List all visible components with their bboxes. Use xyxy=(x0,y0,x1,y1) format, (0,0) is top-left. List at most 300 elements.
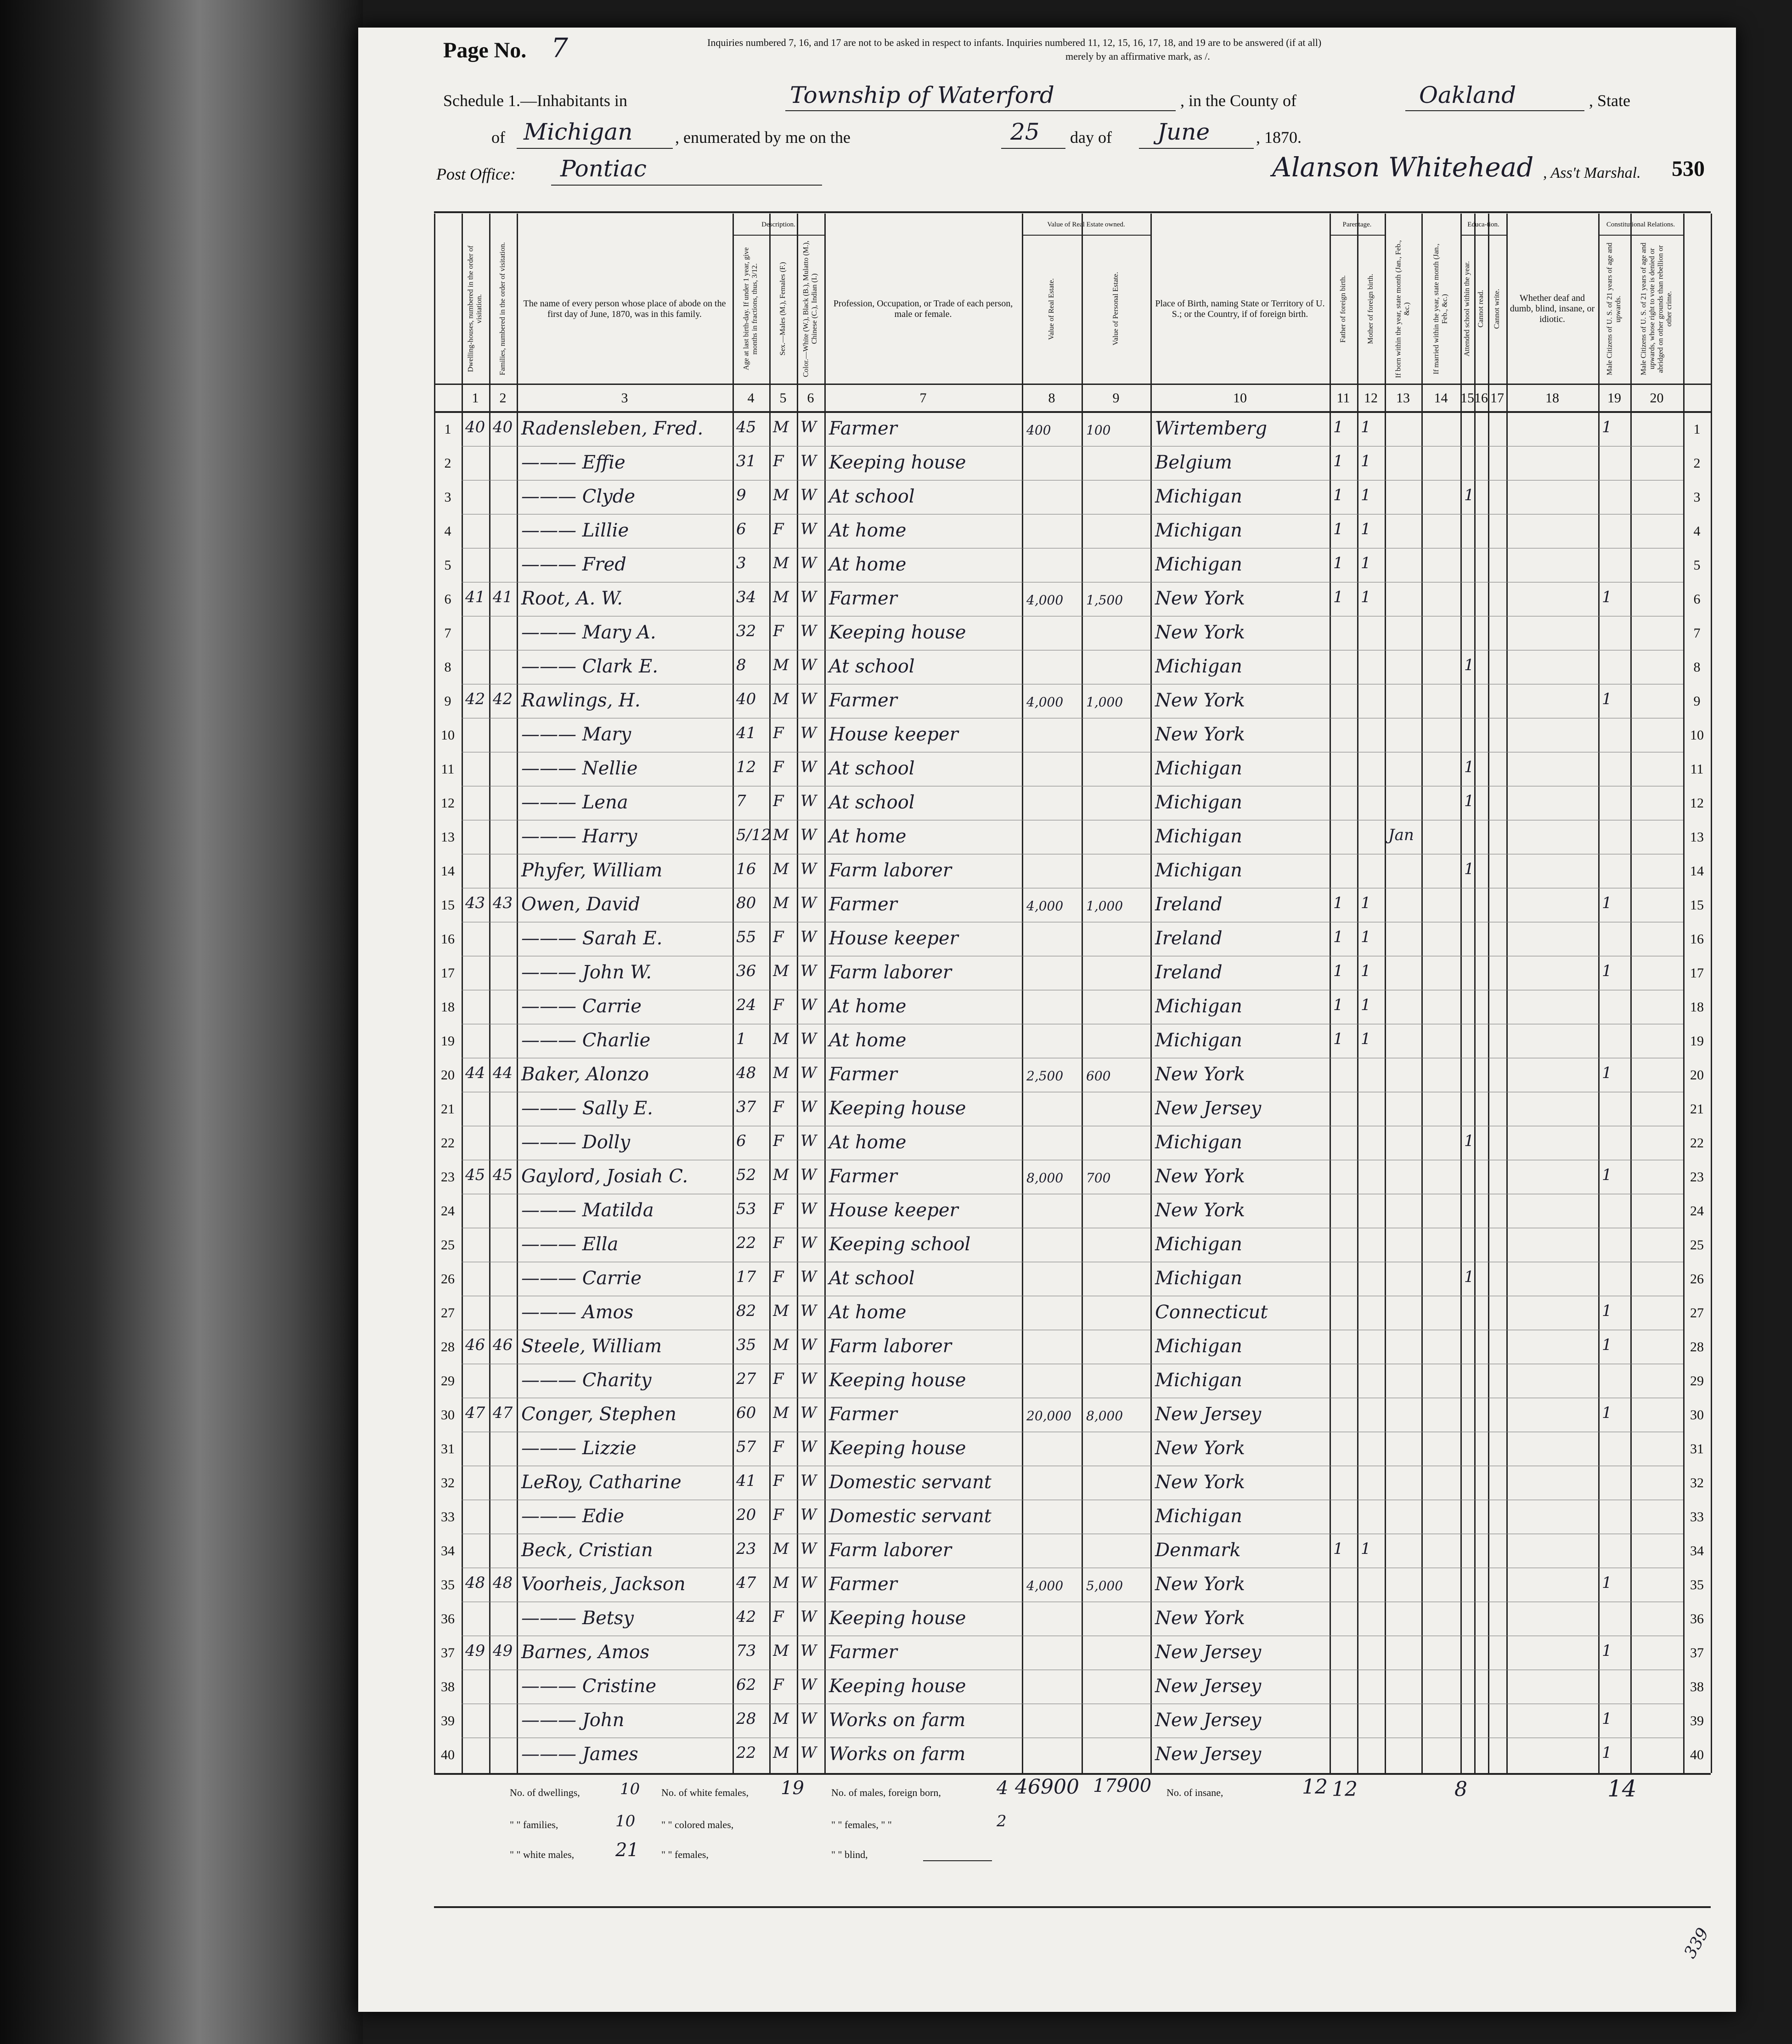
row-number: 39 xyxy=(1690,1713,1704,1728)
sex: F xyxy=(773,792,784,810)
birthplace: Ireland xyxy=(1155,962,1223,983)
row-number: 18 xyxy=(441,999,455,1015)
personal-estate-value: 1,000 xyxy=(1086,695,1123,710)
dwelling-number: 43 xyxy=(465,894,485,912)
age: 35 xyxy=(736,1336,756,1354)
person-name: Phyfer, William xyxy=(521,860,663,881)
male-citizen-mark: 1 xyxy=(1602,1064,1612,1082)
person-name: ——— Amos xyxy=(521,1302,634,1323)
color: W xyxy=(800,452,817,470)
row-number: 21 xyxy=(441,1101,455,1117)
corner-note: 339 xyxy=(1680,1925,1713,1962)
row-number: 9 xyxy=(444,694,451,709)
row-number: 36 xyxy=(441,1611,455,1626)
enumerated-label: , enumerated by me on the xyxy=(675,128,851,147)
footer-total-personal-estate: 17900 xyxy=(1093,1775,1152,1796)
person-name: ——— Lizzie xyxy=(521,1438,637,1459)
occupation: Farmer xyxy=(829,1404,897,1425)
sex: F xyxy=(773,452,784,470)
footer-dwellings: 10 xyxy=(620,1780,640,1798)
male-citizen-mark: 1 xyxy=(1602,588,1612,606)
row-number: 24 xyxy=(441,1203,455,1219)
row-number: 3 xyxy=(1693,490,1701,505)
row-number: 26 xyxy=(1690,1271,1704,1287)
age: 57 xyxy=(736,1438,756,1456)
sex: F xyxy=(773,1268,784,1286)
column-number-11: 11 xyxy=(1336,390,1350,406)
attended-school-mark: 1 xyxy=(1464,792,1474,810)
state-label: , State xyxy=(1589,91,1630,110)
person-name: ——— John xyxy=(521,1710,625,1731)
male-citizen-mark: 1 xyxy=(1602,894,1612,912)
person-name: ——— Betsy xyxy=(521,1608,634,1629)
column-header-18: Whether deaf and dumb, blind, insane, or idiotic. xyxy=(1510,293,1595,324)
column-header-7: Profession, Occupation, or Trade of each person, male or female. xyxy=(833,298,1013,319)
real-estate-value: 400 xyxy=(1026,423,1051,438)
person-name: ——— Carrie xyxy=(521,1268,642,1289)
occupation: Keeping house xyxy=(829,1438,966,1459)
row-number: 35 xyxy=(1690,1577,1704,1592)
birthplace: New York xyxy=(1155,622,1245,643)
page-number: 7 xyxy=(551,32,568,63)
footer-total-col19: 14 xyxy=(1607,1775,1637,1802)
person-name: Voorheis, Jackson xyxy=(521,1574,686,1595)
row-number: 17 xyxy=(1690,966,1704,981)
column-header-11: Father of foreign birth. xyxy=(1339,275,1347,343)
person-name: ——— Mary A. xyxy=(521,622,656,643)
assistant-marshal-signature: Alanson Whitehead xyxy=(1272,152,1534,183)
row-number: 20 xyxy=(441,1067,455,1083)
male-citizen-mark: 1 xyxy=(1602,1302,1612,1320)
row-number: 14 xyxy=(441,864,455,879)
row-number: 31 xyxy=(1690,1441,1704,1457)
person-name: ——— Ella xyxy=(521,1234,619,1255)
footer-total-col12: 12 xyxy=(1332,1778,1358,1801)
color: W xyxy=(800,1472,817,1490)
row-number: 40 xyxy=(1690,1747,1704,1762)
footer-families: 10 xyxy=(615,1812,636,1830)
footer-families-label: " " families, xyxy=(510,1819,558,1830)
row-number: 22 xyxy=(441,1135,455,1151)
color: W xyxy=(800,1166,817,1184)
occupation: At home xyxy=(829,826,907,847)
mother-foreign-mark: 1 xyxy=(1361,962,1371,980)
occupation: Keeping house xyxy=(829,1098,966,1119)
color: W xyxy=(800,1098,817,1116)
age: 16 xyxy=(736,860,756,878)
person-name: ——— Charlie xyxy=(521,1030,651,1051)
sex: M xyxy=(773,1064,789,1082)
color: W xyxy=(800,1302,817,1320)
personal-estate-value: 1,500 xyxy=(1086,593,1123,608)
attended-school-mark: 1 xyxy=(1464,656,1474,674)
mother-foreign-mark: 1 xyxy=(1361,418,1371,436)
age: 42 xyxy=(736,1608,756,1626)
occupation: Works on farm xyxy=(829,1710,966,1731)
column-number-1: 1 xyxy=(472,390,479,406)
column-header-13: If born within the year, state month (Jan., Feb., &c.) xyxy=(1394,240,1411,378)
birthplace: Denmark xyxy=(1155,1540,1241,1561)
occupation: Farmer xyxy=(829,1166,897,1187)
birthplace: Connecticut xyxy=(1155,1302,1268,1323)
row-number: 27 xyxy=(1690,1305,1704,1321)
sex: F xyxy=(773,520,784,538)
age: 22 xyxy=(736,1234,756,1252)
column-header-4: Age at last birth-day. If under 1 year, give months in fractions, thus, 3/12. xyxy=(742,247,759,371)
sex: M xyxy=(773,690,789,708)
birthplace: Michigan xyxy=(1155,792,1242,813)
age: 23 xyxy=(736,1540,756,1558)
birthplace: New York xyxy=(1155,724,1245,745)
person-name: ——— Clark E. xyxy=(521,656,658,677)
footer-foreign-females: 2 xyxy=(997,1812,1007,1830)
person-name: Gaylord, Josiah C. xyxy=(521,1166,688,1187)
row-number: 16 xyxy=(441,932,455,947)
male-citizen-mark: 1 xyxy=(1602,1642,1612,1660)
color: W xyxy=(800,1574,817,1592)
occupation: Domestic servant xyxy=(829,1506,992,1527)
sex: F xyxy=(773,1608,784,1626)
occupation: Farmer xyxy=(829,1064,897,1085)
row-number: 3 xyxy=(444,490,451,505)
color: W xyxy=(800,1710,817,1728)
column-header-14: If married within the year, state month (Jan., Feb., &c.) xyxy=(1432,243,1449,374)
footer-total-real-estate: 46900 xyxy=(1015,1775,1079,1799)
row-number: 21 xyxy=(1690,1101,1704,1117)
birthplace: Michigan xyxy=(1155,826,1242,847)
birthplace: Michigan xyxy=(1155,1268,1242,1289)
person-name: ——— Fred xyxy=(521,554,626,575)
age: 28 xyxy=(736,1710,756,1728)
age: 7 xyxy=(736,792,746,810)
occupation: Keeping house xyxy=(829,1608,966,1629)
column-number-4: 4 xyxy=(747,390,755,406)
birthplace: New Jersey xyxy=(1155,1098,1262,1119)
row-number: 39 xyxy=(441,1713,455,1728)
person-name: ——— Carrie xyxy=(521,996,642,1017)
attended-school-mark: 1 xyxy=(1464,1268,1474,1286)
sex: F xyxy=(773,996,784,1014)
person-name: ——— Clyde xyxy=(521,486,635,507)
sex: F xyxy=(773,1200,784,1218)
person-name: ——— Harry xyxy=(521,826,637,847)
birthplace: Belgium xyxy=(1155,452,1232,473)
family-number: 45 xyxy=(493,1166,513,1184)
occupation: Keeping house xyxy=(829,1370,966,1391)
column-number-2: 2 xyxy=(499,390,507,406)
male-citizen-mark: 1 xyxy=(1602,962,1612,980)
row-number: 37 xyxy=(1690,1645,1704,1660)
real-estate-value: 8,000 xyxy=(1026,1170,1064,1186)
column-number-5: 5 xyxy=(779,390,787,406)
row-number: 29 xyxy=(1690,1373,1704,1389)
occupation: At home xyxy=(829,1132,907,1153)
color: W xyxy=(800,962,817,980)
occupation: At school xyxy=(829,792,915,813)
age: 82 xyxy=(736,1302,756,1320)
row-number: 38 xyxy=(441,1679,455,1694)
birthplace: Michigan xyxy=(1155,1506,1242,1527)
real-estate-value: 4,000 xyxy=(1026,593,1064,608)
mother-foreign-mark: 1 xyxy=(1361,588,1371,606)
color: W xyxy=(800,656,817,674)
age: 1 xyxy=(736,1030,746,1048)
row-number: 25 xyxy=(1690,1237,1704,1253)
age: 31 xyxy=(736,452,756,470)
sex: F xyxy=(773,1438,784,1456)
row-number: 19 xyxy=(441,1033,455,1049)
birthplace: New York xyxy=(1155,690,1245,711)
birthplace: New York xyxy=(1155,1608,1245,1629)
sex: F xyxy=(773,1472,784,1490)
row-number: 4 xyxy=(1693,524,1701,539)
color: W xyxy=(800,1506,817,1524)
age: 22 xyxy=(736,1744,756,1762)
dwelling-number: 41 xyxy=(465,588,485,606)
person-name: Beck, Cristian xyxy=(521,1540,653,1561)
sex: F xyxy=(773,1676,784,1694)
person-name: Rawlings, H. xyxy=(521,690,641,711)
color: W xyxy=(800,1676,817,1694)
person-name: ——— Cristine xyxy=(521,1676,657,1697)
person-name: ——— Nellie xyxy=(521,758,638,779)
sex: M xyxy=(773,1574,789,1592)
group-header-education: Educa-tion. xyxy=(1467,221,1499,229)
personal-estate-value: 700 xyxy=(1086,1170,1111,1186)
sex: M xyxy=(773,962,789,980)
color: W xyxy=(800,928,817,946)
sex: M xyxy=(773,656,789,674)
group-header-constitutional: Constitutional Relations. xyxy=(1606,221,1675,229)
birthplace: Michigan xyxy=(1155,1132,1242,1153)
person-name: ——— Effie xyxy=(521,452,626,473)
mother-foreign-mark: 1 xyxy=(1361,486,1371,504)
age: 12 xyxy=(736,758,756,776)
column-number-12: 12 xyxy=(1364,390,1378,406)
family-number: 40 xyxy=(493,418,513,436)
state: Michigan xyxy=(524,119,633,145)
family-number: 46 xyxy=(493,1336,513,1354)
color: W xyxy=(800,622,817,640)
birthplace: New York xyxy=(1155,1574,1245,1595)
color: W xyxy=(800,1642,817,1660)
person-name: ——— Mary xyxy=(521,724,631,745)
birthplace: New Jersey xyxy=(1155,1676,1262,1697)
real-estate-value: 4,000 xyxy=(1026,1578,1064,1593)
column-header-19: Male Citizens of U. S. of 21 years of age and upwards. xyxy=(1606,243,1622,375)
personal-estate-value: 1,000 xyxy=(1086,898,1123,914)
birthplace: New York xyxy=(1155,1200,1245,1221)
row-number: 30 xyxy=(1690,1407,1704,1423)
sex: F xyxy=(773,1132,784,1150)
age: 52 xyxy=(736,1166,756,1184)
age: 62 xyxy=(736,1676,756,1694)
column-header-12: Mother of foreign birth. xyxy=(1366,274,1375,344)
color: W xyxy=(800,1370,817,1388)
male-citizen-mark: 1 xyxy=(1602,690,1612,708)
male-citizen-mark: 1 xyxy=(1602,1166,1612,1184)
row-number: 13 xyxy=(1690,830,1704,845)
occupation: At school xyxy=(829,1268,915,1289)
color: W xyxy=(800,1132,817,1150)
birthplace: New York xyxy=(1155,1064,1245,1085)
row-number: 29 xyxy=(441,1373,455,1389)
person-name: ——— Edie xyxy=(521,1506,624,1527)
family-number: 42 xyxy=(493,690,513,708)
occupation: Farmer xyxy=(829,588,897,609)
footer-white-males: 21 xyxy=(615,1840,639,1861)
occupation: Works on farm xyxy=(829,1744,966,1765)
birthplace: Michigan xyxy=(1155,486,1242,507)
county-label: , in the County of xyxy=(1180,91,1296,110)
dwelling-number: 48 xyxy=(465,1574,485,1592)
mother-foreign-mark: 1 xyxy=(1361,1540,1371,1558)
family-number: 41 xyxy=(493,588,513,606)
column-number-15: 15 xyxy=(1460,390,1474,406)
sex: M xyxy=(773,1710,789,1728)
person-name: ——— Dolly xyxy=(521,1132,631,1153)
mother-foreign-mark: 1 xyxy=(1361,894,1371,912)
male-citizen-mark: 1 xyxy=(1602,418,1612,436)
attended-school-mark: 1 xyxy=(1464,860,1474,878)
color: W xyxy=(800,996,817,1014)
column-number-9: 9 xyxy=(1112,390,1120,406)
row-number: 12 xyxy=(1690,796,1704,811)
occupation: At home xyxy=(829,554,907,575)
birthplace: Wirtemberg xyxy=(1155,418,1268,439)
color: W xyxy=(800,826,817,844)
attended-school-mark: 1 xyxy=(1464,1132,1474,1150)
mother-foreign-mark: 1 xyxy=(1361,554,1371,572)
birthplace: New Jersey xyxy=(1155,1744,1262,1765)
person-name: ——— Matilda xyxy=(521,1200,654,1221)
scan-dark-margin xyxy=(0,0,363,2044)
age: 36 xyxy=(736,962,756,980)
male-citizen-mark: 1 xyxy=(1602,1404,1612,1422)
sex: M xyxy=(773,860,789,878)
column-header-6: Color.—White (W.), Black (B.), Mulatto (M.), Chinese (C.), Indian (I.) xyxy=(802,240,818,378)
color: W xyxy=(800,690,817,708)
color: W xyxy=(800,1608,817,1626)
group-header-value: Value of Real Estate owned. xyxy=(1047,221,1125,229)
occupation: Farmer xyxy=(829,1574,897,1595)
birthplace: New Jersey xyxy=(1155,1642,1262,1663)
color: W xyxy=(800,1030,817,1048)
birthplace: Ireland xyxy=(1155,928,1223,949)
birthplace: Michigan xyxy=(1155,860,1242,881)
age: 6 xyxy=(736,520,746,538)
row-number: 26 xyxy=(441,1271,455,1287)
occupation: At home xyxy=(829,1302,907,1323)
color: W xyxy=(800,724,817,742)
personal-estate-value: 600 xyxy=(1086,1068,1111,1084)
row-number: 1 xyxy=(444,422,451,437)
sex: M xyxy=(773,554,789,572)
column-number-3: 3 xyxy=(621,390,628,406)
color: W xyxy=(800,860,817,878)
dwelling-number: 42 xyxy=(465,690,485,708)
father-foreign-mark: 1 xyxy=(1333,588,1343,606)
occupation: Farm laborer xyxy=(829,860,952,881)
father-foreign-mark: 1 xyxy=(1333,894,1343,912)
row-number: 35 xyxy=(441,1577,455,1592)
row-number: 30 xyxy=(441,1407,455,1423)
occupation: Farmer xyxy=(829,1642,897,1663)
post-office: Pontiac xyxy=(560,155,647,182)
footer-colored-females-label: " " females, xyxy=(661,1849,709,1860)
birthplace: Michigan xyxy=(1155,758,1242,779)
family-number: 43 xyxy=(493,894,513,912)
group-header-description: Description. xyxy=(761,221,795,229)
color: W xyxy=(800,1200,817,1218)
occupation: Farmer xyxy=(829,690,897,711)
row-number: 11 xyxy=(441,762,455,777)
column-header-3: The name of every person whose place of abode on the first day of June, 1870, was in this family. xyxy=(523,298,726,319)
footer-blind-label: " " blind, xyxy=(831,1849,868,1860)
birthplace: Michigan xyxy=(1155,520,1242,541)
marshal-label: , Ass't Marshal. xyxy=(1543,164,1641,181)
row-number: 23 xyxy=(1690,1169,1704,1185)
column-number-6: 6 xyxy=(807,390,814,406)
row-number: 8 xyxy=(444,660,451,675)
person-name: ——— Lillie xyxy=(521,520,629,541)
age: 6 xyxy=(736,1132,746,1150)
row-number: 10 xyxy=(441,728,455,743)
person-name: Conger, Stephen xyxy=(521,1404,676,1425)
age: 40 xyxy=(736,690,756,708)
person-name: Owen, David xyxy=(521,894,640,915)
age: 41 xyxy=(736,724,756,742)
father-foreign-mark: 1 xyxy=(1333,486,1343,504)
inquiries-note: Inquiries numbered 7, 16, and 17 are not to be asked in respect to infants. Inquiries numbered 11, 12, 15, 16, 17, 18, and 19 are to be answered (if at all) xyxy=(707,37,1322,48)
color: W xyxy=(800,1268,817,1286)
page-label: Page No. xyxy=(443,38,527,62)
of-label: of xyxy=(491,128,505,147)
age: 27 xyxy=(736,1370,756,1388)
male-citizen-mark: 1 xyxy=(1602,1336,1612,1354)
occupation: At home xyxy=(829,520,907,541)
real-estate-value: 4,000 xyxy=(1026,695,1064,710)
row-number: 32 xyxy=(441,1475,455,1491)
row-number: 6 xyxy=(444,592,451,607)
sex: M xyxy=(773,894,789,912)
person-name: LeRoy, Catharine xyxy=(521,1472,682,1493)
occupation: Farmer xyxy=(829,418,897,439)
row-number: 34 xyxy=(441,1543,455,1558)
age: 8 xyxy=(736,656,746,674)
age: 17 xyxy=(736,1268,756,1286)
occupation: At home xyxy=(829,1030,907,1051)
real-estate-value: 20,000 xyxy=(1026,1408,1071,1423)
age: 53 xyxy=(736,1200,756,1218)
age: 55 xyxy=(736,928,756,946)
birthplace: Michigan xyxy=(1155,1336,1242,1357)
sex: M xyxy=(773,1744,789,1762)
row-number: 32 xyxy=(1690,1475,1704,1491)
sex: F xyxy=(773,1234,784,1252)
footer-white-females-label: No. of white females, xyxy=(661,1787,749,1798)
day: 25 xyxy=(1010,119,1040,145)
father-foreign-mark: 1 xyxy=(1333,452,1343,470)
father-foreign-mark: 1 xyxy=(1333,1030,1343,1048)
row-number: 18 xyxy=(1690,999,1704,1015)
born-within-year: Jan xyxy=(1388,826,1414,844)
sex: F xyxy=(773,1506,784,1524)
row-number: 23 xyxy=(441,1169,455,1185)
mother-foreign-mark: 1 xyxy=(1361,928,1371,946)
birthplace: Michigan xyxy=(1155,554,1242,575)
row-number: 34 xyxy=(1690,1543,1704,1558)
